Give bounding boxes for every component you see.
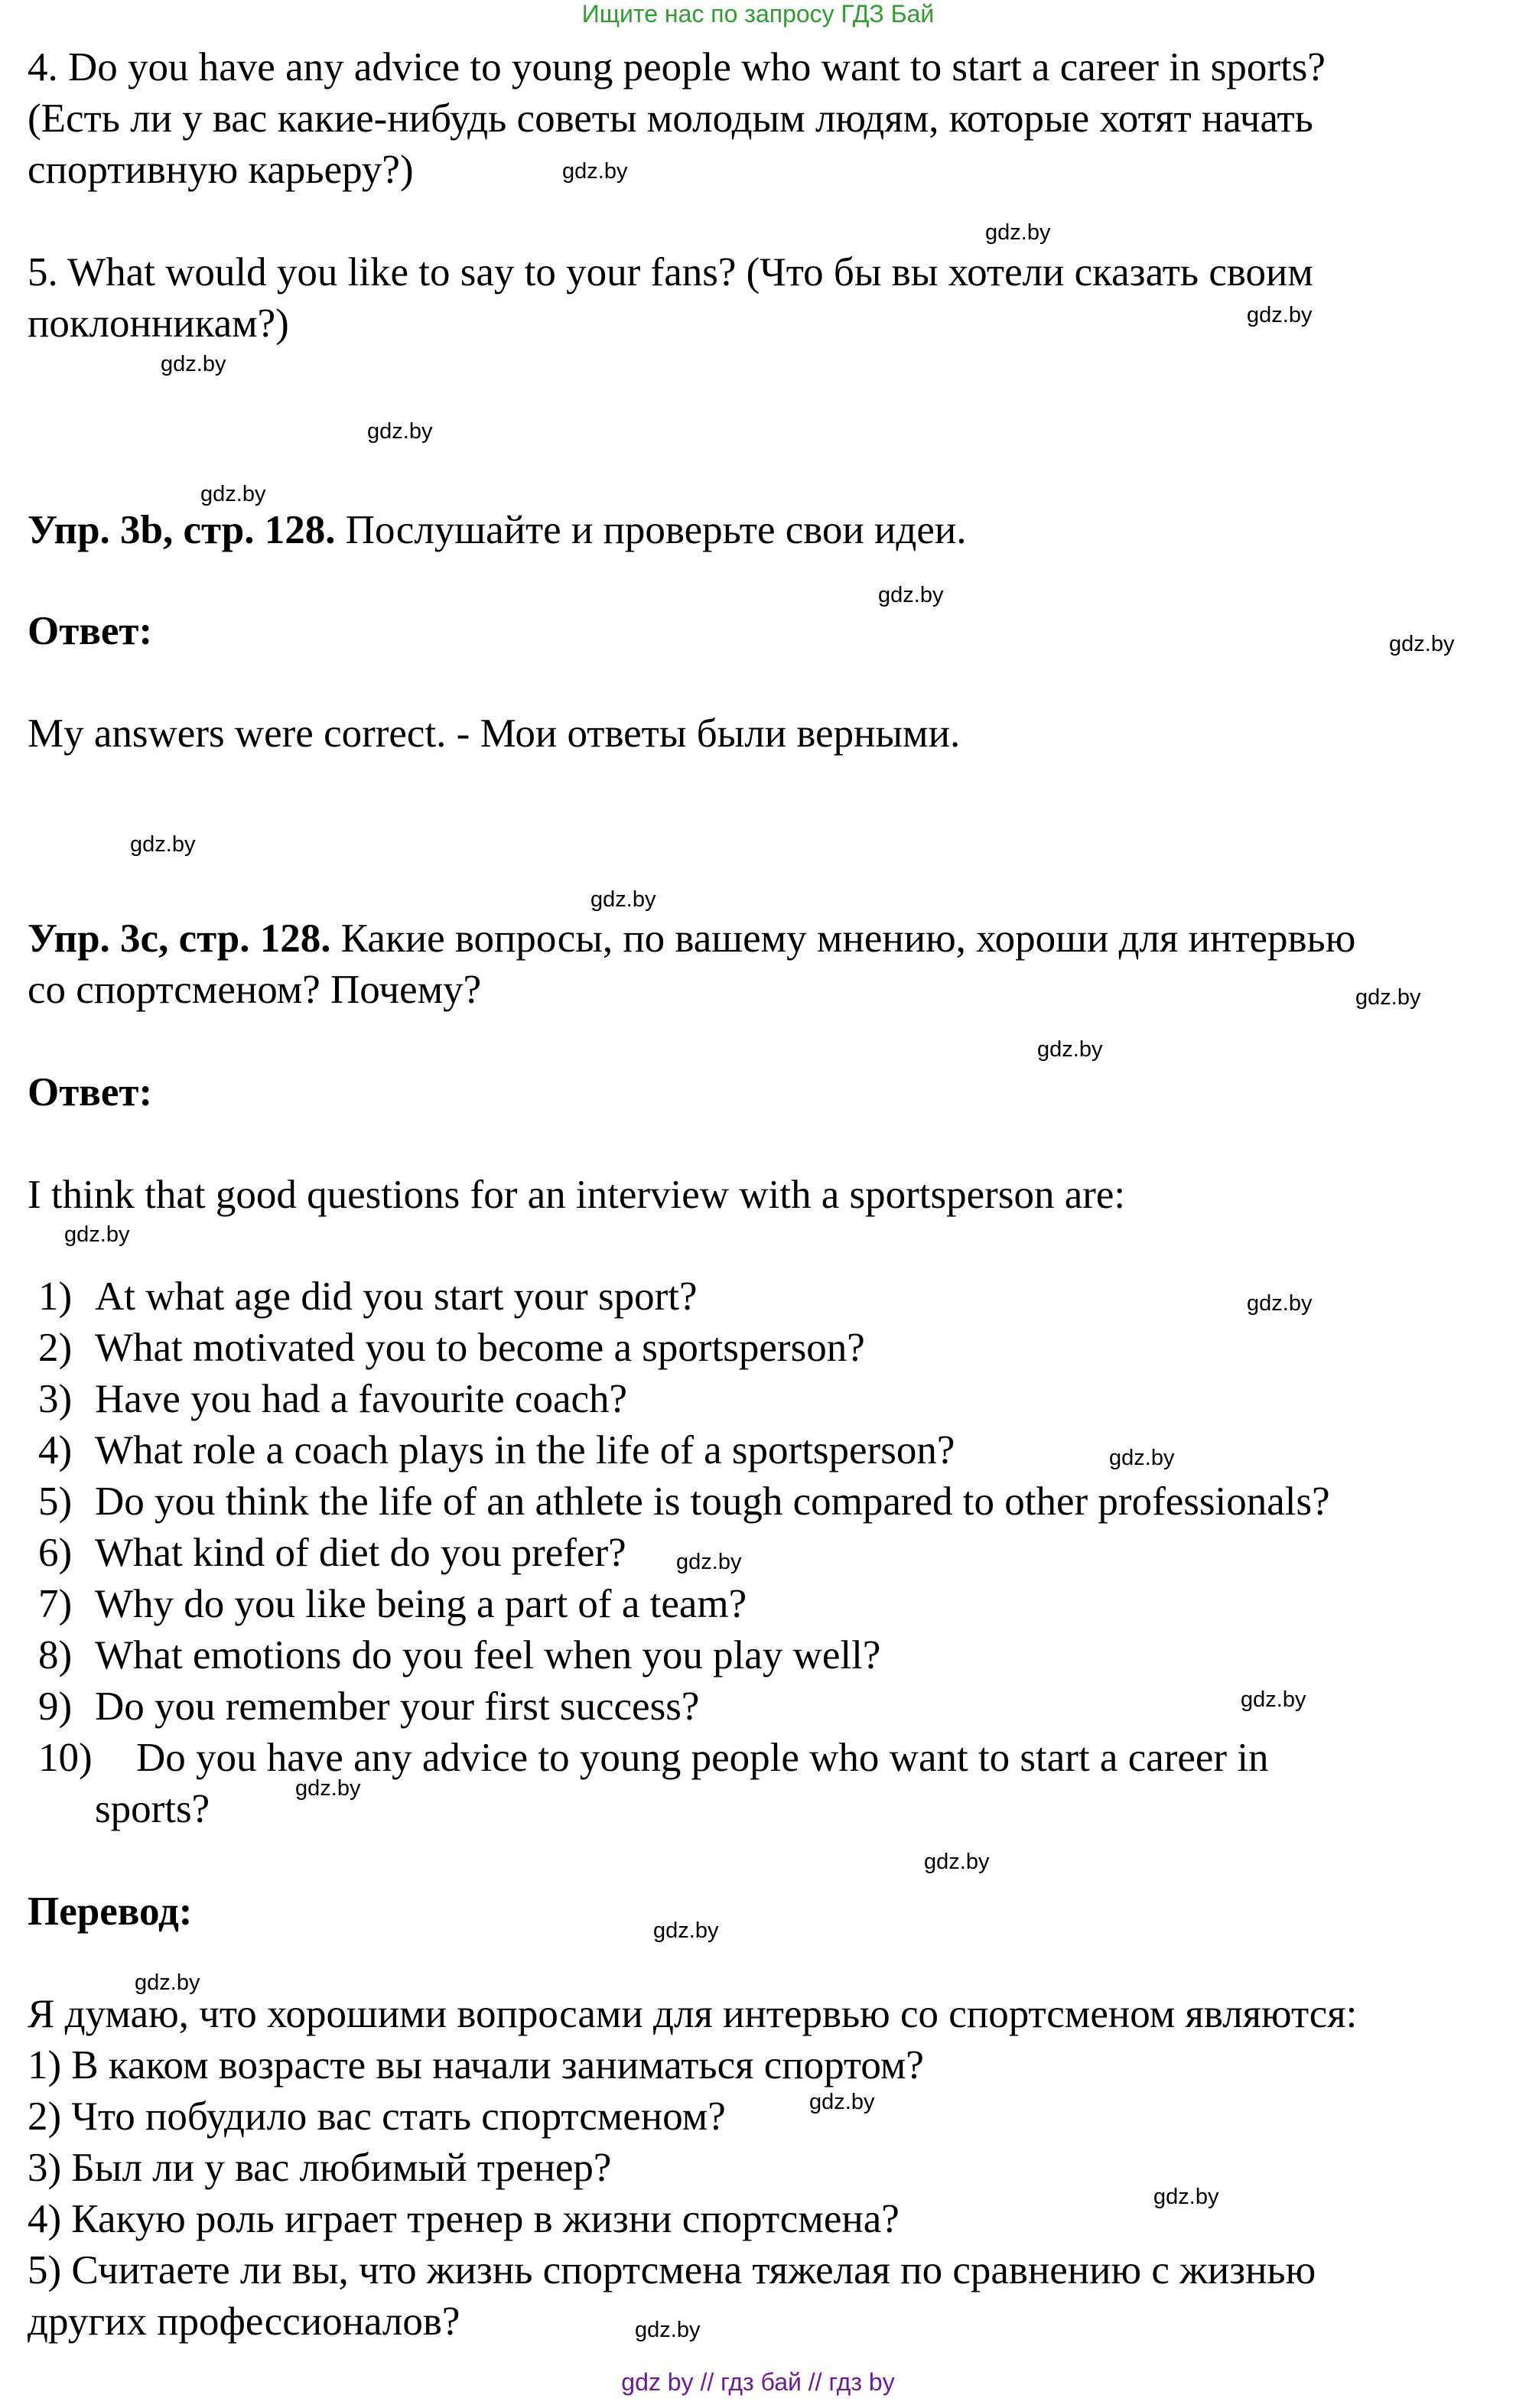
watermark: gdz.by (135, 1970, 200, 1995)
translation-label: Перевод: (28, 1889, 193, 1934)
watermark: gdz.by (809, 2090, 875, 2114)
watermark: gdz.by (1037, 1037, 1103, 1062)
watermark: gdz.by (653, 1918, 719, 1943)
translation-line-6: других профессионалов? (28, 2299, 460, 2344)
translation-line-5: 5) Считаете ли вы, что жизнь спортсмена тяжелая по сравнению с жизнью (28, 2248, 1316, 2292)
translation-line-2: 2) Что побудило вас стать спортсменом? (28, 2094, 726, 2139)
top-banner[interactable]: Ищите нас по запросу ГДЗ Бай (581, 0, 935, 28)
list-number-7: 7) (38, 1582, 73, 1626)
ex3c-task-line1: Какие вопросы, по вашему мнению, хороши для интервью (330, 916, 1356, 961)
ex3b-task: Послушайте и проверьте свои идеи. (335, 508, 967, 552)
list-number-8: 8) (38, 1633, 73, 1677)
ex3c-heading (28, 913, 1355, 964)
ex3c-answer-label: Ответ: (28, 1070, 153, 1115)
watermark: gdz.by (1389, 632, 1455, 656)
watermark: gdz.by (161, 352, 226, 376)
list-item-1: At what age did you start your sport? (95, 1274, 698, 1319)
list-number-3: 3) (38, 1377, 73, 1421)
watermark: gdz.by (1247, 303, 1313, 327)
list-number-10: 10) (38, 1736, 93, 1780)
watermark: gdz.by (367, 419, 433, 444)
list-item-7: Why do you like being a part of a team? (95, 1582, 747, 1626)
watermark: gdz.by (985, 220, 1051, 245)
watermark: gdz.by (64, 1222, 130, 1247)
watermark: gdz.by (295, 1776, 361, 1801)
watermark: gdz.by (130, 832, 196, 857)
ex3c-answer-intro: I think that good questions for an interview with a sportsperson are: (28, 1173, 1126, 1217)
watermark: gdz.by (1247, 1291, 1313, 1316)
list-item-3: Have you had a favourite coach? (95, 1377, 628, 1421)
translation-line-1: 1) В каком возрасте вы начали заниматься спортом? (28, 2043, 924, 2087)
list-item-9: Do you remember your first success? (95, 1684, 700, 1729)
translation-line-4: 4) Какую роль играет тренер в жизни спортсмена? (28, 2197, 900, 2241)
list-item-10-cont: sports? (95, 1787, 210, 1831)
translation-intro: Я думаю, что хорошими вопросами для интервью со спортсменом являются: (28, 1992, 1358, 2036)
watermark: gdz.by (562, 159, 628, 184)
ex3b-answer-label: Ответ: (28, 609, 153, 653)
ex3c-task-line2: со спортсменом? Почему? (28, 968, 482, 1012)
list-number-9: 9) (38, 1684, 73, 1729)
list-number-6: 6) (38, 1531, 73, 1575)
list-number-5: 5) (38, 1479, 73, 1524)
watermark: gdz.by (200, 482, 266, 506)
list-item-8: What emotions do you feel when you play well? (95, 1633, 881, 1677)
list-item-2: What motivated you to become a sportsperson? (95, 1326, 865, 1370)
q4-line1: 4. Do you have any advice to young people who want to start a career in sports? (28, 45, 1326, 89)
list-item-6: What kind of diet do you prefer? (95, 1531, 626, 1575)
q5-line1: 5. What would you like to say to your fans? (Что бы вы хотели сказать своим (28, 250, 1313, 294)
list-number-2: 2) (38, 1326, 73, 1370)
list-item-10: Do you have any advice to young people who want to start a career in (136, 1736, 1269, 1780)
bottom-banner[interactable]: gdz by // гдз бай // гдз by (621, 2368, 895, 2396)
q4-line3: спортивную карьеру?) (28, 148, 414, 192)
ex3c-label: Упр. 3c, стр. 128. (28, 916, 331, 961)
ex3b-label: Упр. 3b, стр. 128. (28, 508, 336, 552)
list-number-1: 1) (38, 1274, 73, 1319)
q5-line2: поклонникам?) (28, 301, 289, 346)
list-number-4: 4) (38, 1428, 73, 1472)
watermark: gdz.by (1153, 2185, 1219, 2209)
watermark: gdz.by (1241, 1687, 1306, 1712)
ex3b-answer: My answers were correct. - Мои ответы были верными. (28, 711, 961, 756)
q4-line2: (Есть ли у вас какие-нибудь советы молодым людям, которые хотят начать (28, 96, 1313, 141)
translation-line-3: 3) Был ли у вас любимый тренер? (28, 2146, 612, 2190)
ex3b-heading (28, 505, 967, 555)
list-item-5: Do you think the life of an athlete is tough compared to other professionals? (95, 1479, 1330, 1524)
watermark: gdz.by (924, 1850, 990, 1874)
list-item-4: What role a coach plays in the life of a sportsperson? (95, 1428, 955, 1472)
watermark: gdz.by (878, 583, 944, 607)
watermark: gdz.by (676, 1550, 742, 1574)
watermark: gdz.by (1109, 1446, 1175, 1470)
watermark: gdz.by (590, 887, 656, 912)
watermark: gdz.by (1355, 985, 1421, 1010)
watermark: gdz.by (635, 2318, 701, 2342)
